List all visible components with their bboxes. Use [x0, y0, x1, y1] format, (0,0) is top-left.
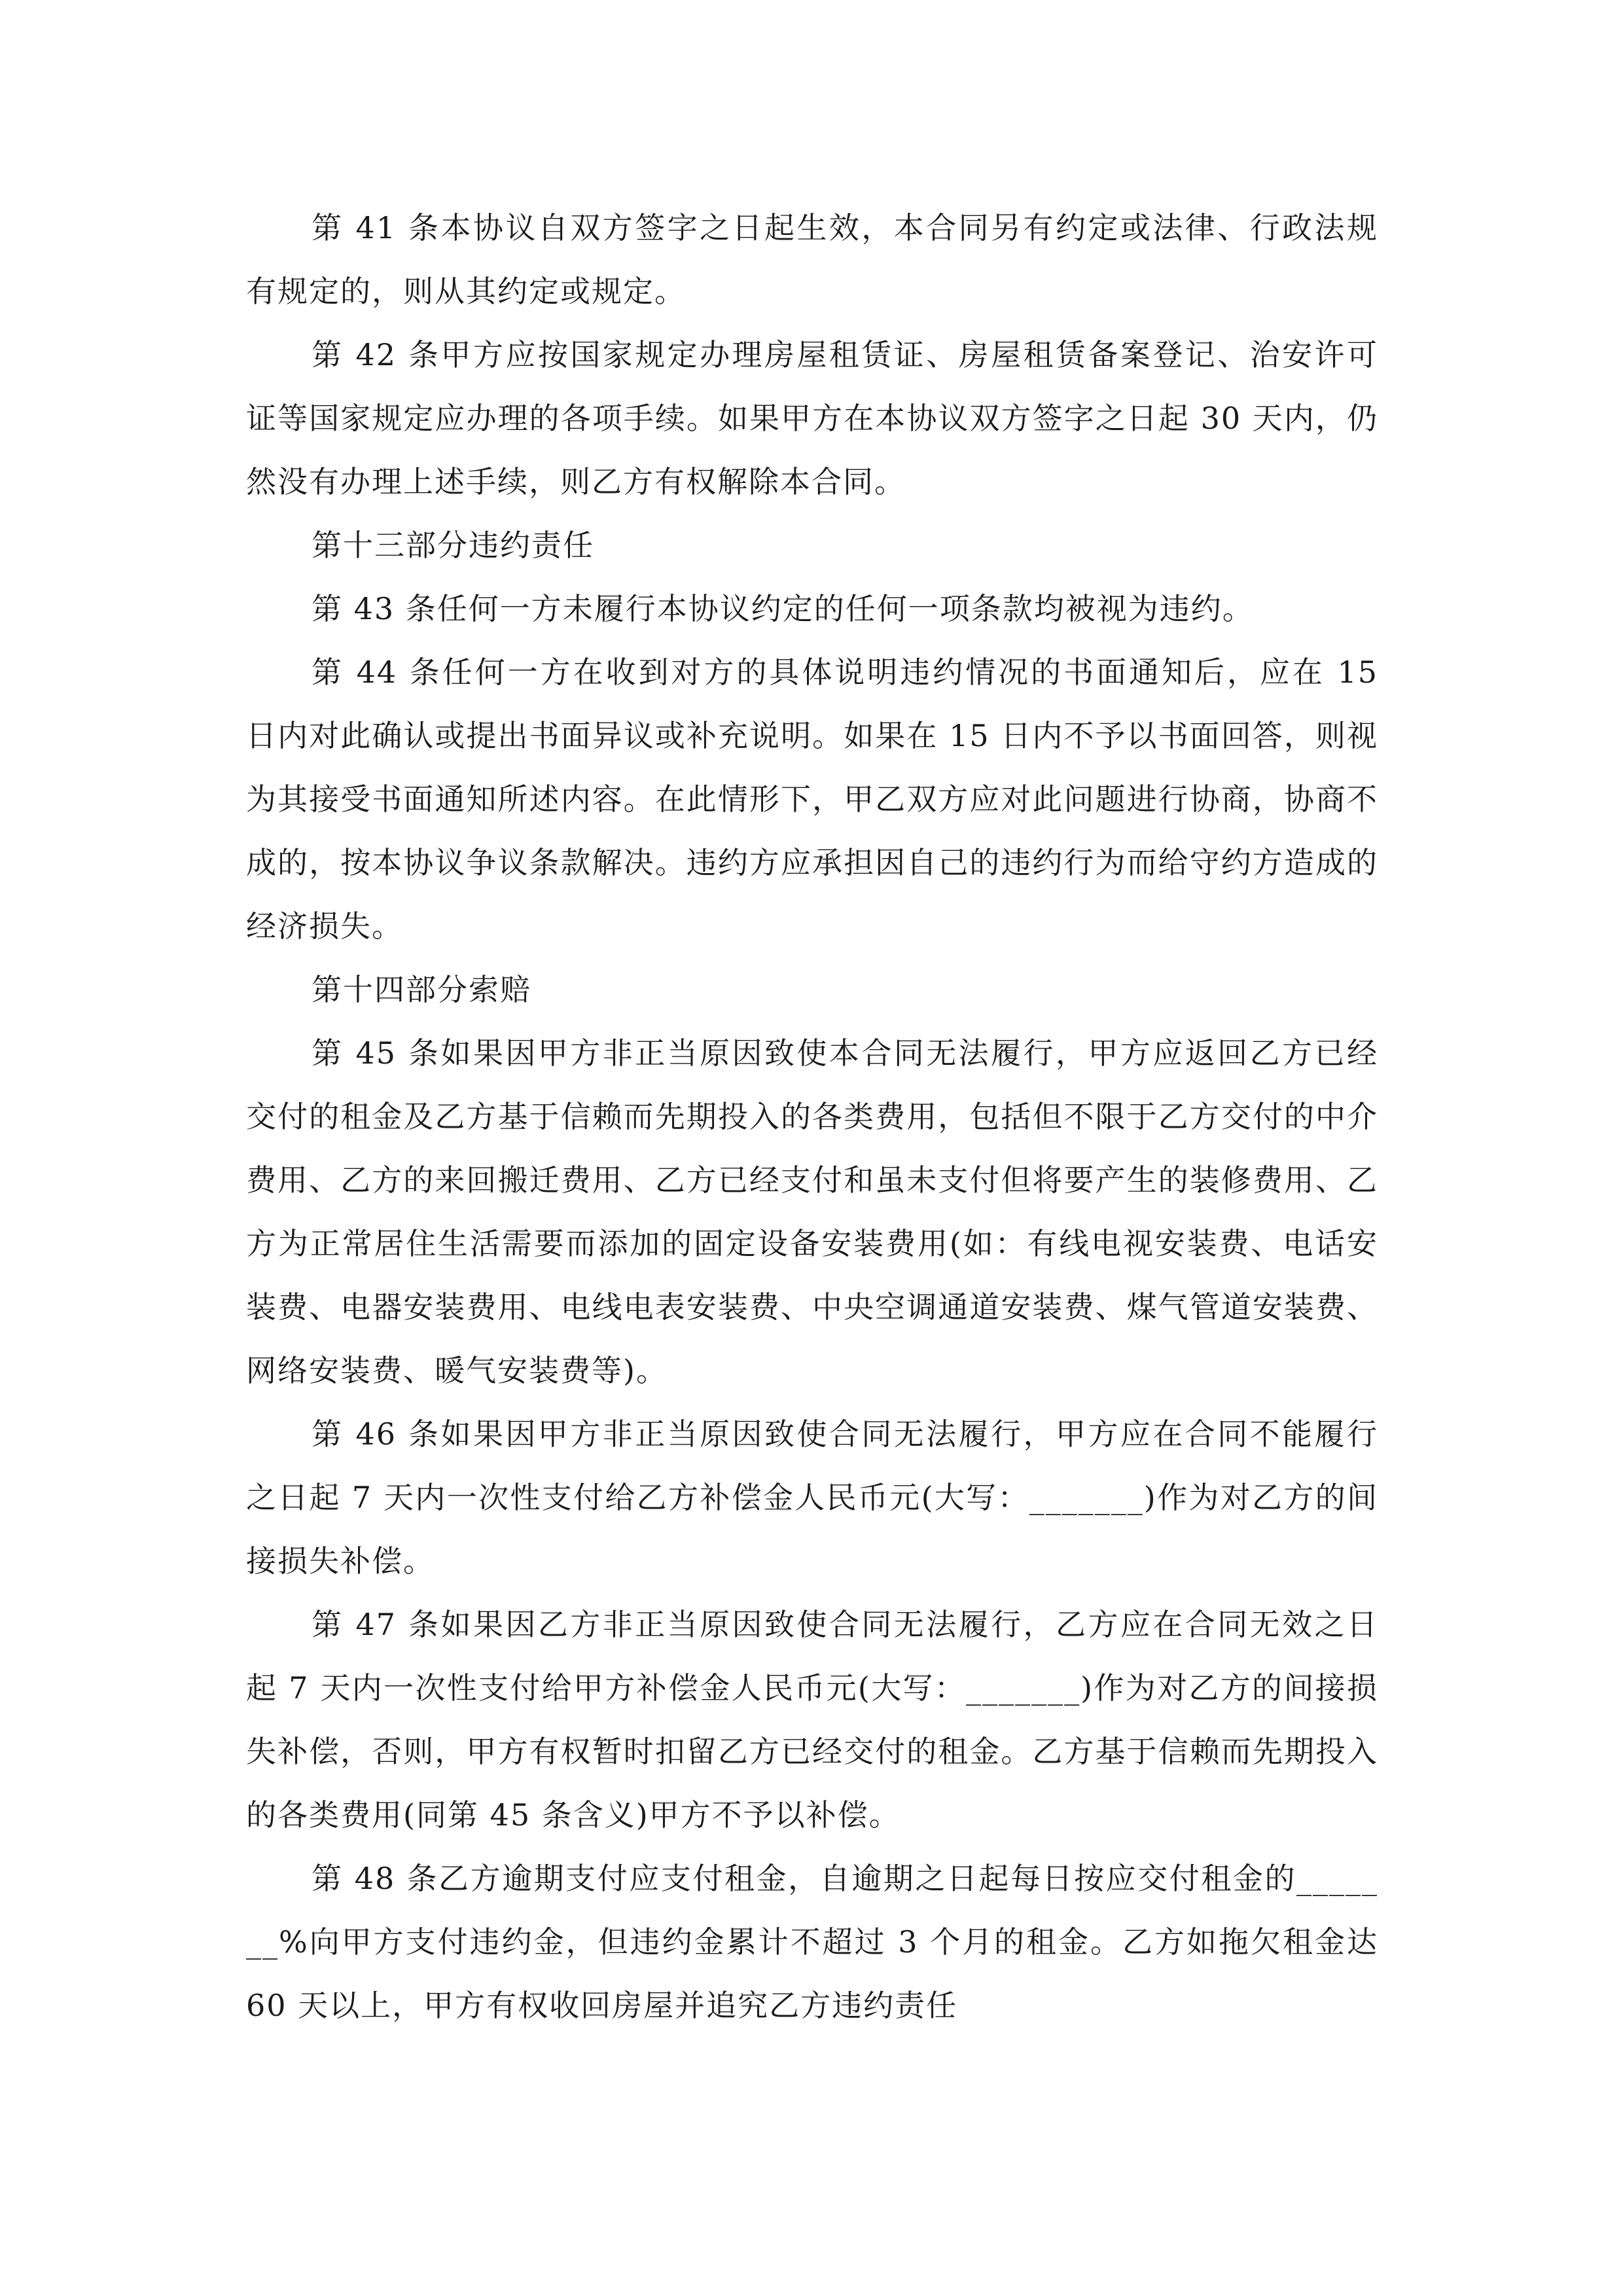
clause-48: 第 48 条乙方逾期支付应支付租金，自逾期之日起每日按应交付租金的_______%向甲方支付违约金，但违约金累计不超过 3 个月的租金。乙方如拖欠租金达 60 天以上，甲方有权收回房屋并追究乙方违约责任 — [246, 1861, 1378, 2023]
clause-42: 第 42 条甲方应按国家规定办理房屋租赁证、房屋租赁备案登记、治安许可证等国家规定应办理的各项手续。如果甲方在本协议双方签字之日起 30 天内，仍然没有办理上述手续，则乙方有权解除本合同。 — [246, 337, 1378, 499]
clause-44: 第 44 条任何一方在收到对方的具体说明违约情况的书面通知后，应在 15 日内对此确认或提出书面异议或补充说明。如果在 15 日内不予以书面回答，则视为其接受书面通知所述内容。在此情形下，甲乙双方应对此问题进行协商，协商不成的，按本协议争议条款解决。违约方应承担因自己的违约行为而给守约方造成的经济损失。 — [246, 655, 1378, 944]
clause-45: 第 45 条如果因甲方非正当原因致使本合同无法履行，甲方应返回乙方已经交付的租金及乙方基于信赖而先期投入的各类费用，包括但不限于乙方交付的中介费用、乙方的来回搬迁费用、乙方已经支付和虽未支付但将要产生的装修费用、乙方为正常居住生活需要而添加的固定设备安装费用(如：有线电视安装费、电话安装费、电器安装费用、电线电表安装费、中央空调通道安装费、煤气管道安装费、网络安装费、暖气安装费等)。 — [246, 1035, 1378, 1388]
clause-47: 第 47 条如果因乙方非正当原因致使合同无法履行，乙方应在合同无效之日起 7 天内一次性支付给甲方补偿金人民币元(大写：_______)作为对乙方的间接损失补偿，否则，甲方有权暂时扣留乙方已经交付的租金。乙方基于信赖而先期投入的各类费用(同第 45 条含义)甲方不予以补偿。 — [246, 1607, 1378, 1833]
document-page — [246, 196, 1378, 2037]
section-heading-claims: 第十四部分索赔 — [312, 972, 531, 1007]
clause-41: 第 41 条本协议自双方签字之日起生效，本合同另有约定或法律、行政法规有规定的，则从其约定或规定。 — [246, 210, 1378, 309]
clause-46: 第 46 条如果因甲方非正当原因致使合同无法履行，甲方应在合同不能履行之日起 7 天内一次性支付给乙方补偿金人民币元(大写：_______)作为对乙方的间接损失补偿。 — [246, 1416, 1378, 1579]
section-heading-breach-liability: 第十三部分违约责任 — [312, 528, 594, 563]
clause-43: 第 43 条任何一方未履行本协议约定的任何一项条款均被视为违约。 — [312, 591, 1254, 626]
